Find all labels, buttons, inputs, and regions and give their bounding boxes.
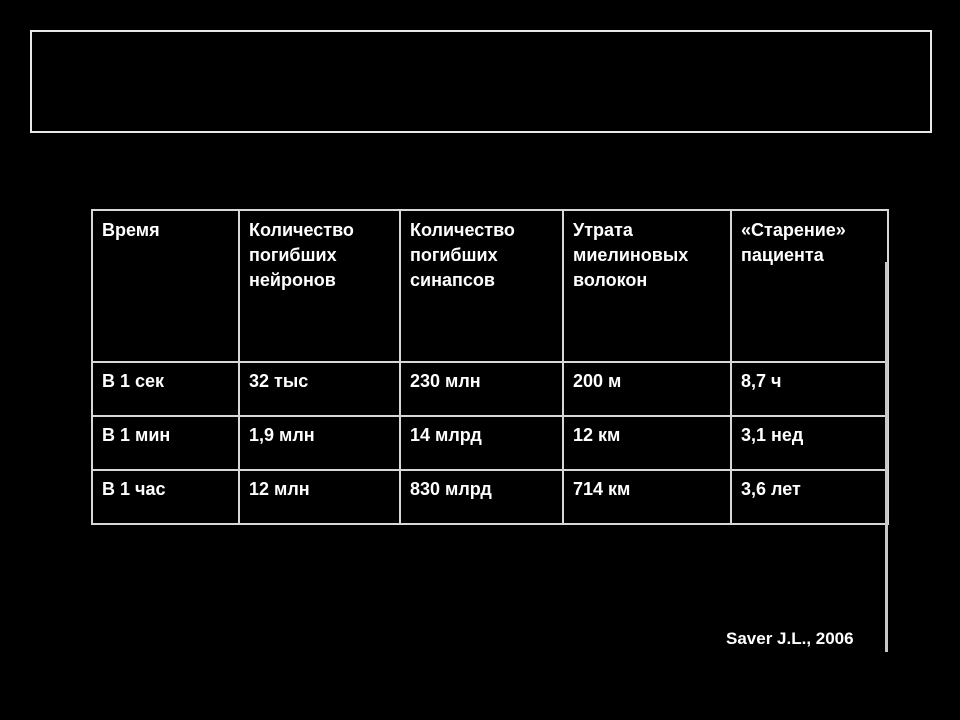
table-cell: 12 млн [239, 470, 400, 524]
table-cell: 830 млрд [400, 470, 563, 524]
header-time: Время [92, 210, 239, 362]
table-cell: 200 м [563, 362, 731, 416]
table-cell: 8,7 ч [731, 362, 888, 416]
table-row [92, 470, 888, 524]
citation: Saver J.L., 2006 [726, 629, 854, 648]
table-cell: 1,9 млн [239, 416, 400, 470]
table-cell: 3,6 лет [731, 470, 888, 524]
header-aging: «Старение» пациента [731, 210, 888, 362]
table-cell: 714 км [563, 470, 731, 524]
table-cell: 3,1 нед [731, 416, 888, 470]
header-myelin: Утрата миелиновых волокон [563, 210, 731, 362]
title-box [30, 30, 932, 133]
table-row [92, 416, 888, 470]
header-synapses: Количество погибших синапсов [400, 210, 563, 362]
table-cell: В 1 мин [92, 416, 239, 470]
table-cell: В 1 час [92, 470, 239, 524]
table-cell: 14 млрд [400, 416, 563, 470]
table-row [92, 362, 888, 416]
data-table-container [91, 209, 889, 525]
table-cell: 32 тыс [239, 362, 400, 416]
table-cell: В 1 сек [92, 362, 239, 416]
table-cell: 12 км [563, 416, 731, 470]
table-cell: 230 млн [400, 362, 563, 416]
header-neurons: Количество погибших нейронов [239, 210, 400, 362]
table-header-row [92, 210, 888, 362]
data-table [91, 209, 889, 525]
decorative-edge-line [885, 262, 888, 652]
